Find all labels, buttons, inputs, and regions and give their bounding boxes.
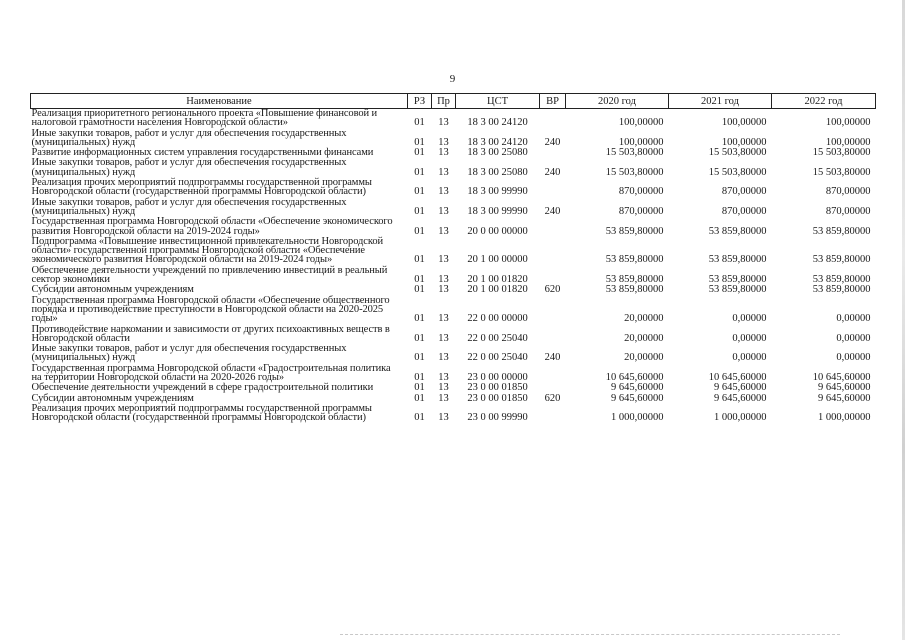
cell-cst: 20 1 00 00000 [467, 254, 528, 266]
cell-2020: 53 859,80000 [605, 254, 664, 266]
cell-cst: 23 0 00 01850 [467, 382, 528, 394]
cell-2020: 20,00000 [624, 332, 664, 344]
cell-rz: 01 [414, 392, 425, 404]
cell-pr: 13 [438, 117, 449, 129]
cell-2020: 53 859,80000 [605, 274, 664, 286]
cell-vr [540, 217, 566, 237]
cell-rz: 01 [414, 205, 425, 217]
cell-vr [540, 364, 566, 384]
cell-name: Иные закупки товаров, работ и услуг для обеспечения государственных (муниципальных) нужд [31, 127, 347, 148]
budget-table [30, 93, 876, 424]
cell-cst: 18 3 00 99990 [467, 186, 528, 198]
table-body [31, 109, 876, 424]
cell-2022: 9 645,60000 [818, 392, 871, 404]
cell-2021: 1 000,00000 [714, 412, 767, 424]
cell-2021: 100,00000 [721, 117, 767, 129]
cell-name: Противодействие наркомании и зависимости от других психоактивных веществ в Новгородской области [31, 323, 390, 344]
cell-2021: 100,00000 [721, 136, 767, 148]
cell-cst: 22 0 00 25040 [467, 332, 528, 344]
column-header-vr: ВР [540, 94, 566, 109]
column-header-rz: РЗ [408, 94, 432, 109]
cell-name: Подпрограмма «Повышение инвестиционной привлекательности Новгородской области» государственной программы Новгородской области «Обеспечение экономического развития Новгородской области на 2019-2024 годы» [31, 235, 383, 266]
cell-rz: 01 [414, 136, 425, 148]
cell-rz: 01 [414, 352, 425, 364]
cell-name: Реализация прочих мероприятий подпрограммы государственной программы Новгородской области (государственной программы Новгородской области) [31, 177, 372, 198]
cell-pr: 13 [438, 254, 449, 266]
cell-name: Развитие информационных систем управления государственными финансами [31, 147, 374, 159]
cell-pr: 13 [438, 382, 449, 394]
cell-vr [540, 109, 566, 129]
cell-cst: 18 3 00 25080 [467, 147, 528, 159]
cell-rz: 01 [414, 254, 425, 266]
cell-vr: 240 [544, 136, 561, 148]
cell-2022: 1 000,00000 [818, 412, 871, 424]
cell-vr: 240 [544, 205, 561, 217]
scan-bottom-artifact [340, 634, 840, 636]
cell-rz: 01 [414, 332, 425, 344]
cell-vr [540, 237, 566, 266]
cell-rz: 01 [414, 225, 425, 237]
column-header-name: Наименование [31, 94, 408, 109]
cell-vr: 620 [544, 284, 561, 296]
cell-2021: 15 503,80000 [708, 166, 767, 178]
cell-2022: 53 859,80000 [812, 284, 871, 296]
cell-2020: 870,00000 [618, 205, 664, 217]
cell-2022: 15 503,80000 [812, 147, 871, 159]
cell-cst: 22 0 00 00000 [467, 313, 528, 325]
column-header-cst: ЦСТ [456, 94, 540, 109]
cell-pr: 13 [438, 352, 449, 364]
cell-2020: 9 645,60000 [611, 392, 664, 404]
cell-vr: 240 [544, 166, 561, 178]
column-header-2020: 2020 год [566, 94, 669, 109]
cell-pr: 13 [438, 392, 449, 404]
cell-2022: 10 645,60000 [812, 372, 871, 384]
cell-2021: 10 645,60000 [708, 372, 767, 384]
cell-2020: 53 859,80000 [605, 284, 664, 296]
cell-cst: 20 1 00 01820 [467, 284, 528, 296]
cell-2021: 9 645,60000 [714, 392, 767, 404]
cell-name: Реализация приоритетного регионального проекта «Повышение финансовой и налоговой грамотности населения Новгородской области» [31, 108, 378, 129]
cell-vr [540, 178, 566, 198]
cell-2020: 100,00000 [618, 136, 664, 148]
table-row [31, 178, 876, 198]
cell-vr: 620 [544, 392, 561, 404]
cell-cst: 23 0 00 00000 [467, 372, 528, 384]
cell-2022: 53 859,80000 [812, 254, 871, 266]
cell-2021: 0,00000 [732, 332, 767, 344]
cell-2020: 20,00000 [624, 313, 664, 325]
cell-2022: 0,00000 [836, 313, 871, 325]
cell-pr: 13 [438, 166, 449, 178]
cell-2022: 53 859,80000 [812, 274, 871, 286]
table-row [31, 217, 876, 237]
cell-cst: 22 0 00 25040 [467, 352, 528, 364]
cell-2021: 9 645,60000 [714, 382, 767, 394]
table-row [31, 296, 876, 325]
cell-2021: 870,00000 [721, 205, 767, 217]
cell-2020: 15 503,80000 [605, 147, 664, 159]
table-row [31, 198, 876, 218]
cell-2020: 100,00000 [618, 117, 664, 129]
cell-rz: 01 [414, 147, 425, 159]
cell-2022: 0,00000 [836, 352, 871, 364]
cell-2021: 0,00000 [732, 352, 767, 364]
table-row [31, 404, 876, 424]
table-header-row [31, 94, 876, 109]
cell-cst: 23 0 00 01850 [467, 392, 528, 404]
cell-pr: 13 [438, 136, 449, 148]
cell-name: Реализация прочих мероприятий подпрограммы государственной программы Новгородской области (государственной программы Новгородской области) [31, 402, 372, 424]
cell-2021: 53 859,80000 [708, 225, 767, 237]
cell-cst: 18 3 00 24120 [467, 136, 528, 148]
cell-2021: 53 859,80000 [708, 254, 767, 266]
cell-2020: 10 645,60000 [605, 372, 664, 384]
cell-rz: 01 [414, 382, 425, 394]
cell-cst: 18 3 00 24120 [467, 117, 528, 129]
cell-pr: 13 [438, 205, 449, 217]
cell-cst: 18 3 00 99990 [467, 205, 528, 217]
cell-pr: 13 [438, 332, 449, 344]
cell-pr: 13 [438, 284, 449, 296]
column-header-2022: 2022 год [772, 94, 876, 109]
cell-2021: 0,00000 [732, 313, 767, 325]
cell-name: Субсидии автономным учреждениям [31, 284, 194, 296]
cell-vr: 240 [544, 352, 561, 364]
column-header-2021: 2021 год [669, 94, 772, 109]
table-row [31, 109, 876, 129]
cell-rz: 01 [414, 372, 425, 384]
cell-2022: 100,00000 [825, 117, 871, 129]
cell-2021: 870,00000 [721, 186, 767, 198]
cell-2022: 870,00000 [825, 186, 871, 198]
cell-2021: 15 503,80000 [708, 147, 767, 159]
cell-2022: 53 859,80000 [812, 225, 871, 237]
cell-vr [540, 148, 566, 158]
cell-2020: 9 645,60000 [611, 382, 664, 394]
cell-2020: 15 503,80000 [605, 166, 664, 178]
cell-name: Обеспечение деятельности учреждений в сфере градостроительной политики [31, 382, 374, 394]
page-number: 9 [449, 73, 456, 85]
table-row [31, 266, 876, 286]
table-row [31, 325, 876, 345]
cell-cst: 20 0 00 00000 [467, 225, 528, 237]
cell-2022: 0,00000 [836, 332, 871, 344]
cell-2021: 53 859,80000 [708, 274, 767, 286]
cell-2021: 53 859,80000 [708, 284, 767, 296]
cell-rz: 01 [414, 166, 425, 178]
cell-pr: 13 [438, 274, 449, 286]
cell-2020: 870,00000 [618, 186, 664, 198]
table-row [31, 344, 876, 364]
cell-pr: 13 [438, 372, 449, 384]
cell-name: Субсидии автономным учреждениям [31, 392, 194, 404]
cell-rz: 01 [414, 117, 425, 129]
cell-vr [540, 325, 566, 345]
cell-rz: 01 [414, 284, 425, 296]
cell-pr: 13 [438, 147, 449, 159]
cell-rz: 01 [414, 274, 425, 286]
table-row [31, 237, 876, 266]
cell-2022: 15 503,80000 [812, 166, 871, 178]
cell-2022: 870,00000 [825, 205, 871, 217]
cell-cst: 18 3 00 25080 [467, 166, 528, 178]
cell-2020: 20,00000 [624, 352, 664, 364]
cell-name: Иные закупки товаров, работ и услуг для обеспечения государственных (муниципальных) нужд [31, 196, 347, 217]
cell-pr: 13 [438, 225, 449, 237]
cell-name: Обеспечение деятельности учреждений по привлечению инвестиций в реальный сектор экономики [31, 264, 388, 286]
cell-rz: 01 [414, 313, 425, 325]
cell-name: Иные закупки товаров, работ и услуг для обеспечения государственных (муниципальных) нужд [31, 343, 347, 364]
cell-pr: 13 [438, 412, 449, 424]
cell-2020: 53 859,80000 [605, 225, 664, 237]
cell-2020: 1 000,00000 [611, 412, 664, 424]
cell-vr [540, 296, 566, 325]
table-row [31, 158, 876, 178]
cell-cst: 20 1 00 01820 [467, 274, 528, 286]
cell-vr [540, 404, 566, 424]
cell-2022: 9 645,60000 [818, 382, 871, 394]
cell-pr: 13 [438, 313, 449, 325]
cell-rz: 01 [414, 412, 425, 424]
cell-rz: 01 [414, 186, 425, 198]
cell-name: Иные закупки товаров, работ и услуг для обеспечения государственных (муниципальных) нужд [31, 157, 347, 178]
cell-pr: 13 [438, 186, 449, 198]
cell-cst: 23 0 00 99990 [467, 412, 528, 424]
table-row [31, 129, 876, 149]
cell-name: Государственная программа Новгородской области «Градостроительная политика на территории Новгородской области на 2020-2026 годы» [31, 362, 391, 384]
cell-name: Государственная программа Новгородской области «Обеспечение экономического развития Новгородской области на 2019-2024 годы» [31, 216, 393, 237]
cell-2022: 100,00000 [825, 136, 871, 148]
table-row [31, 364, 876, 384]
cell-name: Государственная программа Новгородской области «Обеспечение общественного порядка и противодействие преступности в Новгородской области на 2020-2025 годы» [31, 294, 390, 325]
cell-vr [540, 266, 566, 286]
column-header-pr: Пр [432, 94, 456, 109]
